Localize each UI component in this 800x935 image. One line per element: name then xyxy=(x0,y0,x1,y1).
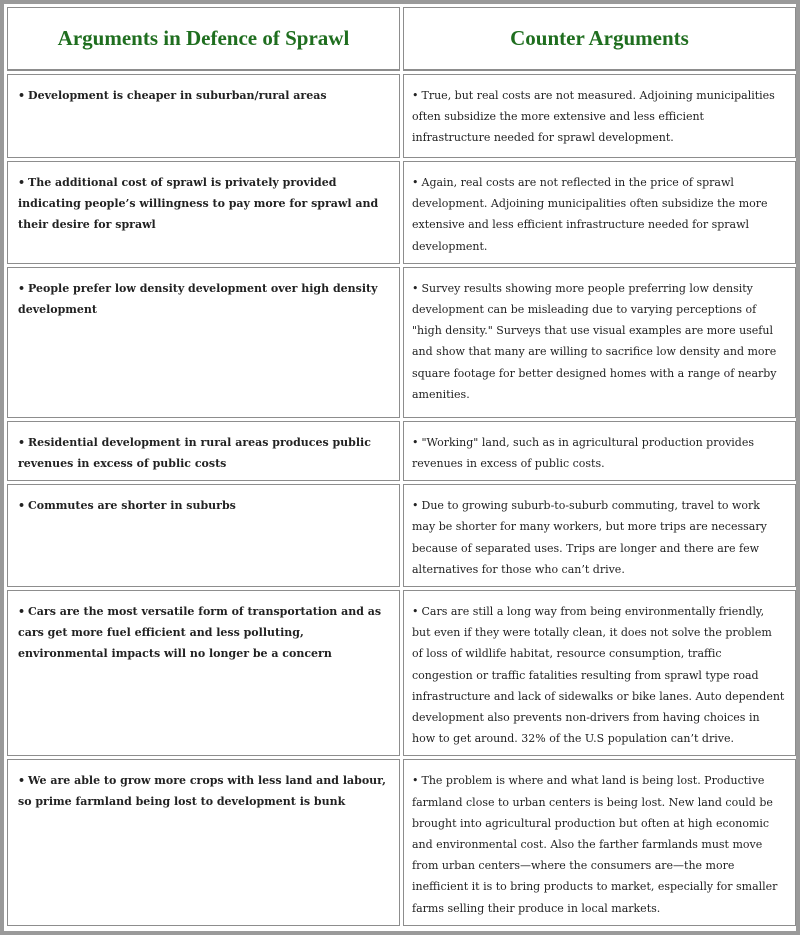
argument-text: Residential development in rural areas produces public revenues in excess of public costs xyxy=(18,435,371,470)
counter-cell xyxy=(403,759,796,925)
counter-text: The problem is where and what land is being lost. Productive farmland close to urban centers is being lost. New land could be brought into agricultural production but often at high economic and environmental cost. Also the farther farmlands must move from urban centers—where the consumers are—the more inefficient it is to bring products to market, especially for smaller farms selling their produce in local markets. xyxy=(412,774,778,915)
arguments-header: Arguments in Defence of Sprawl xyxy=(7,7,400,71)
counter-cell xyxy=(403,74,796,158)
argument-text: We are able to grow more crops with less land and labour, so prime farmland being lost to development is bunk xyxy=(18,774,386,809)
bullet: • xyxy=(412,176,419,189)
argument-cell xyxy=(7,161,400,264)
bullet: • xyxy=(18,774,26,788)
bullet: • xyxy=(412,435,419,449)
counter-arguments-header: Counter Arguments xyxy=(403,7,796,71)
bullet: • xyxy=(18,499,26,513)
table-row xyxy=(7,421,796,481)
bullet: • xyxy=(412,605,419,619)
bullet: • xyxy=(18,435,26,449)
counter-cell xyxy=(403,421,796,481)
counter-cell xyxy=(403,267,796,418)
bullet: • xyxy=(412,281,419,295)
counter-cell xyxy=(403,484,796,587)
comparison-table xyxy=(4,4,799,929)
argument-text: Commutes are shorter in suburbs xyxy=(28,499,236,513)
bullet: • xyxy=(18,605,26,619)
counter-text: "Working" land, such as in agricultural production provides revenues in excess of public costs. xyxy=(412,435,755,471)
table-row xyxy=(7,759,796,925)
table-row xyxy=(7,74,796,158)
argument-text: People prefer low density development over high density development xyxy=(18,281,378,316)
bullet: • xyxy=(412,499,419,513)
counter-cell xyxy=(403,161,796,264)
bullet: • xyxy=(412,774,419,788)
table-row xyxy=(7,161,796,264)
argument-cell xyxy=(7,590,400,756)
counter-text: Survey results showing more people preferring low density development can be misleading due to varying perceptions of "high density." Surveys that use visual examples are more useful and show that many are willing to sacrifice low density and more square footage for better designed homes with a range of nearby amenities. xyxy=(412,281,777,401)
argument-text: Cars are the most versatile form of transportation and as cars get more fuel efficient and less polluting, environmental impacts will no longer be a concern xyxy=(18,605,382,661)
table-row xyxy=(7,590,796,756)
table-row xyxy=(7,267,796,418)
counter-text: Cars are still a long way from being environmentally friendly, but even if they were totally clean, it does not solve the problem of loss of wildlife habitat, resource consumption, traffic congestion or traffic fatalities resulting from sprawl type road infrastructure and lack of sidewalks or bike lanes. Auto dependent development also prevents non-drivers from having choices in how to get around. 32% of the U.S population can’t drive. xyxy=(412,605,785,746)
argument-cell xyxy=(7,759,400,925)
argument-cell xyxy=(7,74,400,158)
counter-text: Due to growing suburb-to-suburb commuting, travel to work may be shorter for many workers, but more trips are necessary because of separated uses. Trips are longer and there are few alternatives for those who can’t drive. xyxy=(412,499,767,576)
argument-text: The additional cost of sprawl is privately provided indicating people’s willingness to pay more for sprawl and their desire for sprawl xyxy=(18,176,379,231)
argument-cell xyxy=(7,484,400,587)
bullet: • xyxy=(18,176,26,189)
bullet: • xyxy=(18,281,26,295)
argument-text: Development is cheaper in suburban/rural areas xyxy=(28,89,327,102)
bullet: • xyxy=(412,89,419,102)
bullet: • xyxy=(18,89,26,102)
table-row xyxy=(7,484,796,587)
counter-cell xyxy=(403,590,796,756)
counter-text: Again, real costs are not reflected in the price of sprawl development. Adjoining municipalities often subsidize the more extensive and less efficient infrastructure needed for sprawl development. xyxy=(412,176,768,253)
argument-cell xyxy=(7,267,400,418)
counter-text: True, but real costs are not measured. Adjoining municipalities often subsidize the more extensive and less efficient infrastructure needed for sprawl development. xyxy=(412,89,775,145)
argument-cell xyxy=(7,421,400,481)
header-row xyxy=(7,7,796,71)
